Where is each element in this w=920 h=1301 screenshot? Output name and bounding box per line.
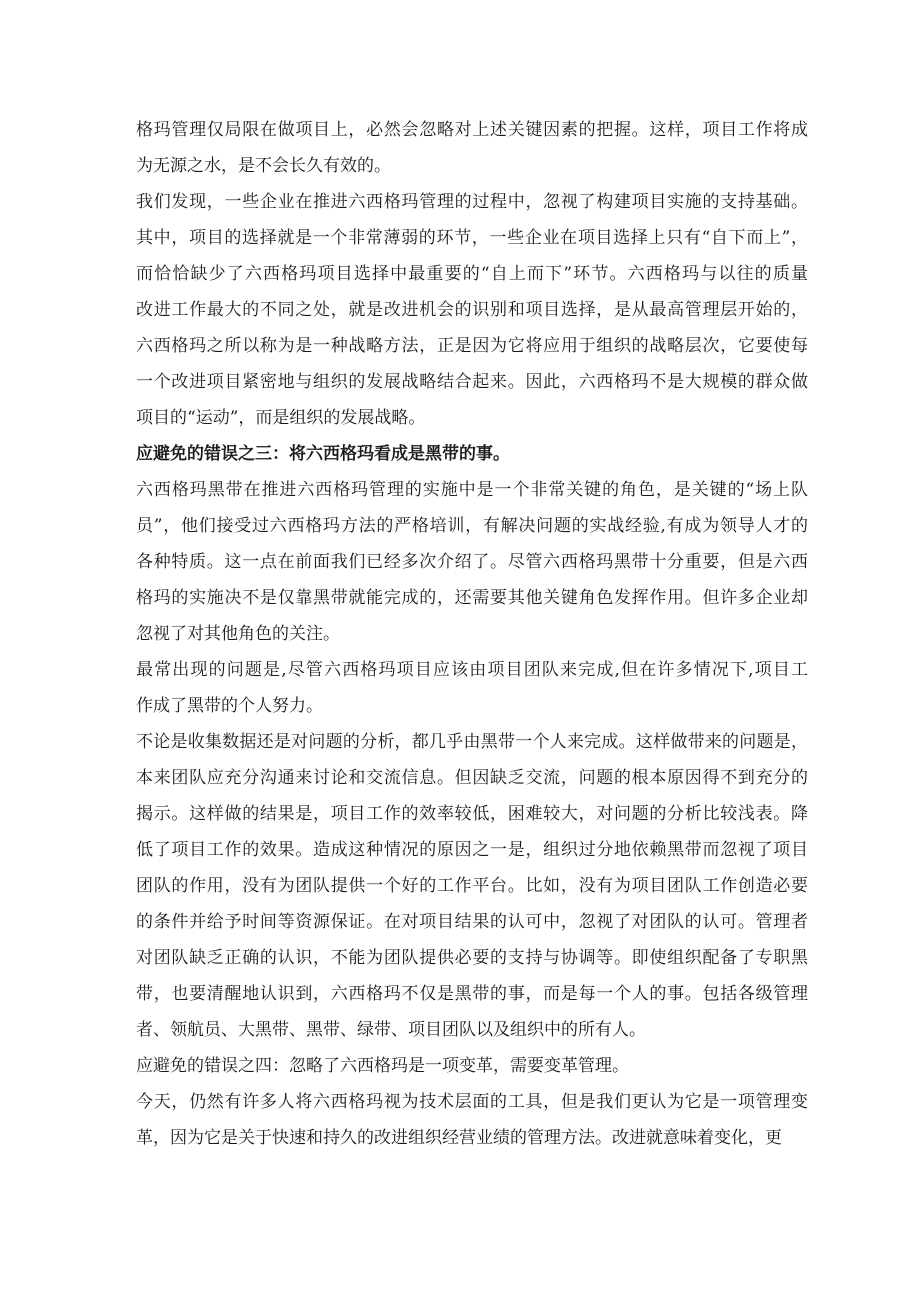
text-line: 低了项目工作的效果。造成这种情况的原因之一是，组织过分地依赖黑带而忽视了项目 bbox=[136, 840, 808, 860]
text-line: 一个改进项目紧密地与组织的发展战略结合起来。因此，六西格玛不是大规模的群众做 bbox=[136, 372, 808, 392]
document-body bbox=[136, 112, 808, 1156]
text-line: 各种特质。这一点在前面我们已经多次介绍了。尽管六西格玛黑带十分重要，但是六西 bbox=[136, 552, 808, 572]
text-line: 团队的作用，没有为团队提供一个好的工作平台。比如，没有为项目团队工作创造必要 bbox=[136, 876, 808, 896]
text-line: 改进工作最大的不同之处，就是改进机会的识别和项目选择，是从最高管理层开始的， bbox=[136, 300, 808, 320]
text-line: 而恰恰缺少了六西格玛项目选择中最重要的“自上而下”环节。六西格玛与以往的质量 bbox=[136, 264, 808, 284]
text-line: 应避免的错误之四：忽略了六西格玛是一项变革，需要变革管理。 bbox=[136, 1056, 629, 1076]
text-line: 格玛管理仅局限在做项目上，必然会忽略对上述关键因素的把握。这样，项目工作将成 bbox=[136, 120, 808, 140]
body-paragraph bbox=[136, 1048, 808, 1084]
text-line: 其中，项目的选择就是一个非常薄弱的环节，一些企业在项目选择上只有“自下而上”， bbox=[136, 228, 808, 248]
text-line: 最常出现的问题是,尽管六西格玛项目应该由项目团队来完成,但在许多情况下,项目工 bbox=[136, 660, 808, 680]
text-line: 作成了黑带的个人努力。 bbox=[136, 696, 323, 716]
text-line: 六西格玛之所以称为是一种战略方法，正是因为它将应用于组织的战略层次，它要使每 bbox=[136, 336, 808, 356]
body-paragraph bbox=[136, 472, 808, 652]
text-line: 揭示。这样做的结果是，项目工作的效率较低，困难较大，对问题的分析比较浅表。降 bbox=[136, 804, 808, 824]
body-paragraph bbox=[136, 652, 808, 724]
text-line: 革，因为它是关于快速和持久的改进组织经营业绩的管理方法。改进就意味着变化，更 bbox=[136, 1128, 782, 1148]
body-paragraph bbox=[136, 112, 808, 184]
body-paragraph bbox=[136, 184, 808, 436]
text-line: 者、领航员、大黑带、黑带、绿带、项目团队以及组织中的所有人。 bbox=[136, 1020, 646, 1040]
text-line: 格玛的实施决不是仅靠黑带就能完成的，还需要其他关键角色发挥作用。但许多企业却 bbox=[136, 588, 808, 608]
text-line: 不论是收集数据还是对问题的分析，都几乎由黑带一个人来完成。这样做带来的问题是， bbox=[136, 732, 808, 752]
text-line: 应避免的错误之三：将六西格玛看成是黑带的事。 bbox=[136, 444, 510, 464]
text-line: 员”，他们接受过六西格玛方法的严格培训，有解决问题的实战经验,有成为领导人才的 bbox=[136, 516, 808, 536]
text-line: 项目的“运动”，而是组织的发展战略。 bbox=[136, 408, 426, 428]
text-line: 忽视了对其他角色的关注。 bbox=[136, 624, 340, 644]
section-heading bbox=[136, 436, 808, 472]
text-line: 今天，仍然有许多人将六西格玛视为技术层面的工具，但是我们更认为它是一项管理变 bbox=[136, 1092, 808, 1112]
body-paragraph bbox=[136, 724, 808, 1048]
text-line: 的条件并给予时间等资源保证。在对项目结果的认可中，忽视了对团队的认可。管理者 bbox=[136, 912, 808, 932]
text-line: 对团队缺乏正确的认识，不能为团队提供必要的支持与协调等。即使组织配备了专职黑 bbox=[136, 948, 808, 968]
text-line: 我们发现，一些企业在推进六西格玛管理的过程中，忽视了构建项目实施的支持基础。 bbox=[136, 192, 808, 212]
text-line: 带，也要清醒地认识到，六西格玛不仅是黑带的事，而是每一个人的事。包括各级管理 bbox=[136, 984, 808, 1004]
body-paragraph bbox=[136, 1084, 808, 1156]
text-line: 为无源之水，是不会长久有效的。 bbox=[136, 156, 391, 176]
text-line: 六西格玛黑带在推进六西格玛管理的实施中是一个非常关键的角色，是关键的“场上队 bbox=[136, 480, 808, 500]
text-line: 本来团队应充分沟通来讨论和交流信息。但因缺乏交流，问题的根本原因得不到充分的 bbox=[136, 768, 808, 788]
